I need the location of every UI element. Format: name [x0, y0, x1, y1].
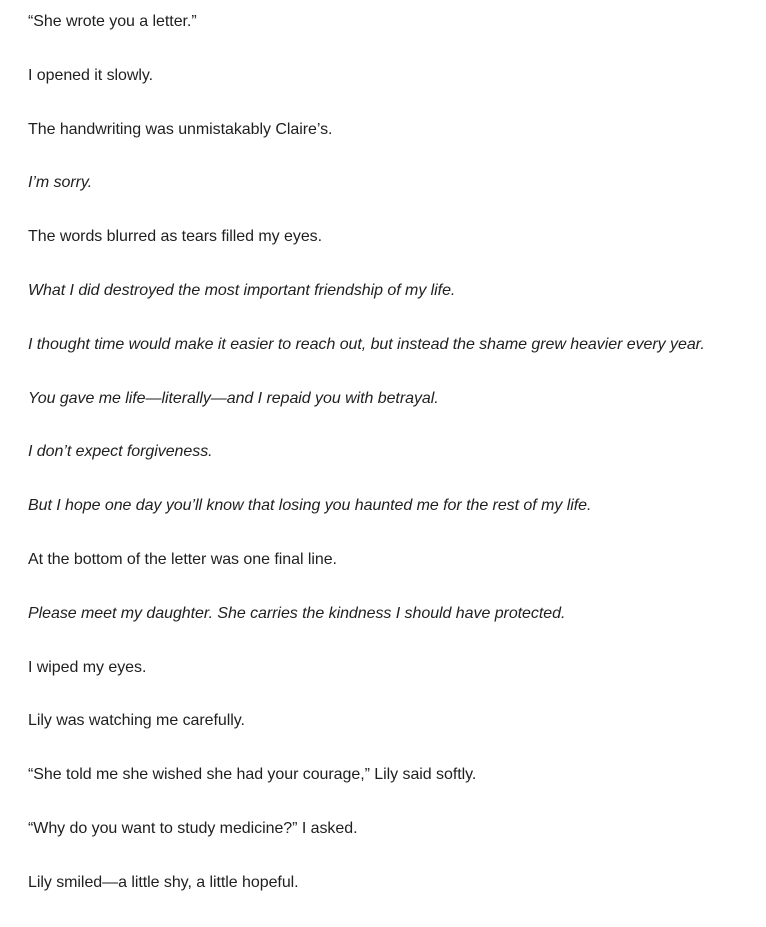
paragraph: “Why do you want to study medicine?” I asked. [28, 819, 358, 837]
paragraph: The words blurred as tears filled my eyes. [28, 228, 323, 246]
paragraph: Please meet my daughter. She carries the kindness I should have protected. [28, 604, 566, 622]
paragraph: But I hope one day you’ll know that losing you haunted me for the rest of my life. [28, 497, 592, 515]
article-body [28, 12, 766, 927]
paragraph: Lily was watching me carefully. [28, 712, 245, 730]
paragraph: Lily smiled—a little shy, a little hopeful. [28, 873, 299, 891]
paragraph: I don’t expect forgiveness. [28, 443, 213, 461]
paragraph: “She wrote you a letter.” [28, 13, 197, 30]
paragraph: The handwriting was unmistakably Claire’s. [28, 120, 333, 138]
paragraph: I opened it slowly. [28, 66, 154, 84]
paragraph: I’m sorry. [28, 174, 93, 192]
paragraph: I wiped my eyes. [28, 658, 147, 676]
paragraph: At the bottom of the letter was one final line. [28, 550, 337, 568]
paragraph: I thought time would make it easier to reach out, but instead the shame grew heavier every year. [28, 335, 705, 353]
paragraph: “She told me she wished she had your courage,” Lily said softly. [28, 766, 477, 784]
paragraph: What I did destroyed the most important friendship of my life. [28, 281, 456, 299]
paragraph: You gave me life—literally—and I repaid you with betrayal. [28, 389, 439, 407]
